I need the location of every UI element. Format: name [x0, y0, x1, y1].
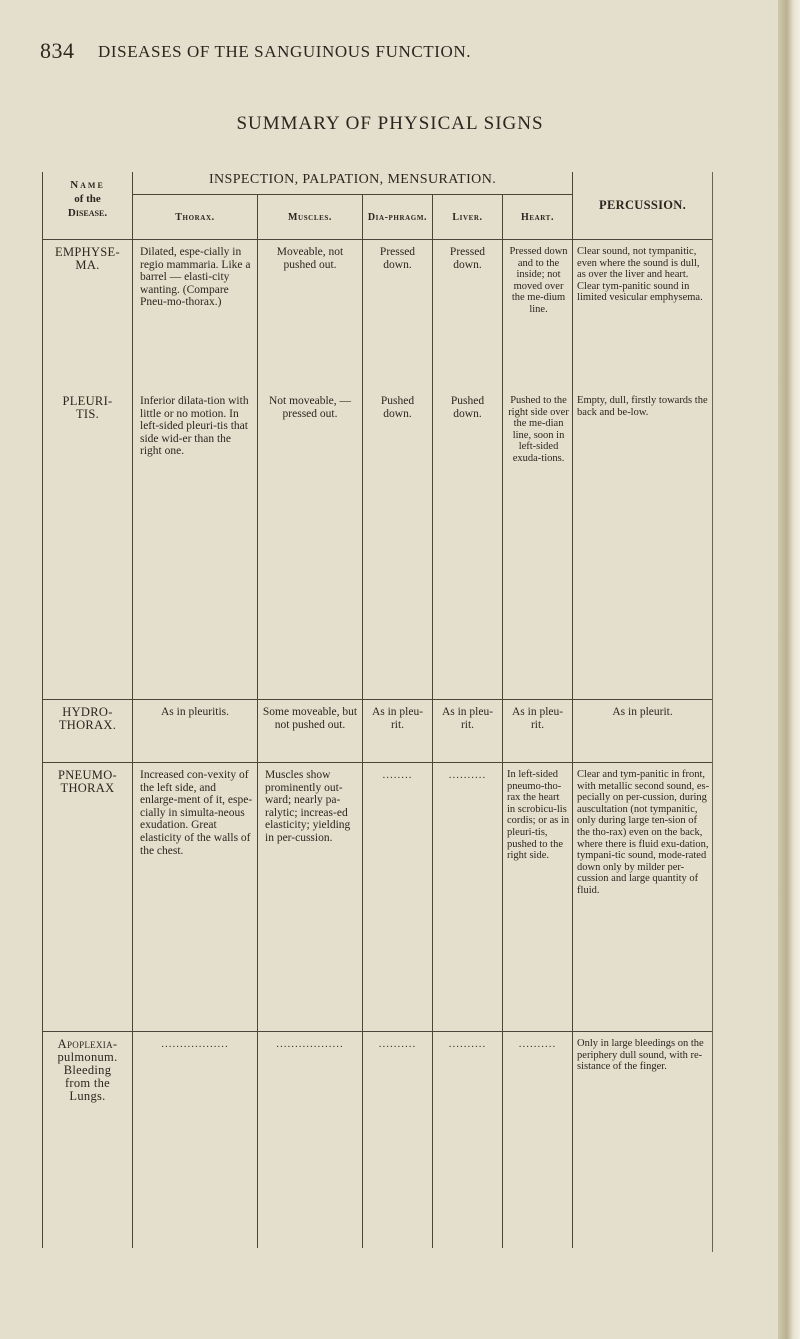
running-head: DISEASES OF THE SANGUINOUS FUNCTION.	[98, 42, 472, 61]
disease-name	[43, 700, 133, 763]
muscles-cell: Some moveable, but not pushed out.	[258, 700, 363, 763]
heart-cell: Pushed to the right side over the me-dian line, soon in left-sided exuda-tions.	[503, 389, 573, 700]
disease-name-line: PLEURI-	[62, 394, 113, 408]
disease-name	[43, 240, 133, 390]
name-header-line: of the	[74, 193, 101, 205]
percussion-cell: Only in large bleedings on the periphery dull sound, with re-sistance of the finger.	[573, 1032, 713, 1249]
disease-name-line: THORAX	[60, 781, 115, 795]
percussion-cell: Clear sound, not tympanitic, even where the sound is dull, as over the liver and heart. Clear tym-panitic sound in limited vesicular emphysema.	[573, 240, 713, 390]
disease-name-line: pulmonum.	[57, 1050, 118, 1064]
liver-cell: As in pleu-rit.	[433, 700, 503, 763]
name-column-header	[43, 172, 133, 240]
disease-name-line: PNEUMO-	[57, 768, 118, 782]
page-number: 834	[40, 38, 75, 63]
diaphragm-cell: Pushed down.	[363, 389, 433, 700]
heart-column-header: Heart.	[503, 195, 573, 240]
disease-name-line: Apoplexia-	[57, 1037, 118, 1051]
liver-column-header: Liver.	[433, 195, 503, 240]
disease-name-line: HYDRO-	[62, 705, 113, 719]
disease-name	[43, 763, 133, 1032]
liver-cell: ..........	[433, 763, 503, 1032]
disease-name-line: MA.	[75, 258, 100, 272]
percussion-cell: Clear and tym-panitic in front, with metallic second sound, es-pecially on per-cussion, during auscultation (not tympanitic, only during large ten-sion of the tho-rax) even on the back, where there is fluid exu-dation, tympani-tic sound, mode-rated down only by milder per-cussion and large quantity of fluid.	[573, 763, 713, 1032]
diaphragm-column-header: Dia-phragm.	[363, 195, 433, 240]
table-row	[43, 763, 713, 1032]
name-header-line: Name	[70, 179, 105, 191]
table-row	[43, 240, 713, 390]
disease-name-line: from the	[64, 1076, 111, 1090]
page-title: SUMMARY OF PHYSICAL SIGNS	[236, 113, 544, 134]
name-header-line: Disease.	[67, 207, 108, 219]
liver-cell: Pushed down.	[433, 389, 503, 700]
diaphragm-cell: Pressed down.	[363, 240, 433, 390]
inspection-group-header: INSPECTION, PALPATION, MENSURATION.	[133, 172, 573, 195]
muscles-cell: Moveable, not pushed out.	[258, 240, 363, 390]
muscles-cell: ..................	[258, 1032, 363, 1249]
thorax-cell: Inferior dilata-tion with little or no motion. In left-sided pleuri-tis that side wid-er than the right one.	[133, 389, 258, 700]
heart-cell: As in pleu-rit.	[503, 700, 573, 763]
disease-name-line: Bleeding	[63, 1063, 112, 1077]
thorax-column-header: Thorax.	[133, 195, 258, 240]
disease-name-line: TIS.	[75, 407, 100, 421]
percussion-cell: Empty, dull, firstly towards the back and be-low.	[573, 389, 713, 700]
muscles-cell: Not moveable, —pressed out.	[258, 389, 363, 700]
table-row	[43, 700, 713, 763]
table-row	[43, 1032, 713, 1249]
physical-signs-table	[42, 172, 713, 1248]
heart-cell: ..........	[503, 1032, 573, 1249]
table-row	[43, 389, 713, 700]
diaphragm-cell: ........	[363, 763, 433, 1032]
thorax-cell: Increased con-vexity of the left side, and enlarge-ment of it, espe-cially in simulta-neous exudation. Great elasticity of the walls of the chest.	[133, 763, 258, 1032]
thorax-cell: Dilated, espe-cially in regio mammaria. Like a barrel — elasti-city wanting. (Compare Pneu-mo-thorax.)	[133, 240, 258, 390]
table-outer-rule	[712, 172, 714, 1252]
heart-cell: In left-sided pneumo-tho-rax the heart in scrobicu-lis cordis; or as in pleuri-tis, pushed to the right side.	[503, 763, 573, 1032]
liver-cell: Pressed down.	[433, 240, 503, 390]
percussion-column-header: PERCUSSION.	[573, 172, 713, 240]
percussion-cell: As in pleurit.	[573, 700, 713, 763]
disease-name	[43, 389, 133, 700]
page-header	[40, 38, 760, 68]
diaphragm-cell: As in pleu-rit.	[363, 700, 433, 763]
disease-name	[43, 1032, 133, 1249]
muscles-column-header: Muscles.	[258, 195, 363, 240]
thorax-cell: As in pleuritis.	[133, 700, 258, 763]
diaphragm-cell: ..........	[363, 1032, 433, 1249]
disease-name-line: EMPHYSE-	[55, 245, 120, 259]
liver-cell: ..........	[433, 1032, 503, 1249]
thorax-cell: ..................	[133, 1032, 258, 1249]
muscles-cell: Muscles show prominently out-ward; nearly pa-ralytic; increas-ed elasticity; yielding in per-cussion.	[258, 763, 363, 1032]
disease-name-line: Lungs.	[69, 1089, 106, 1103]
heart-cell: Pressed down and to the inside; not moved over the me-dium line.	[503, 240, 573, 390]
disease-name-line: THORAX.	[58, 718, 117, 732]
page-edge-shadow	[778, 0, 800, 1339]
